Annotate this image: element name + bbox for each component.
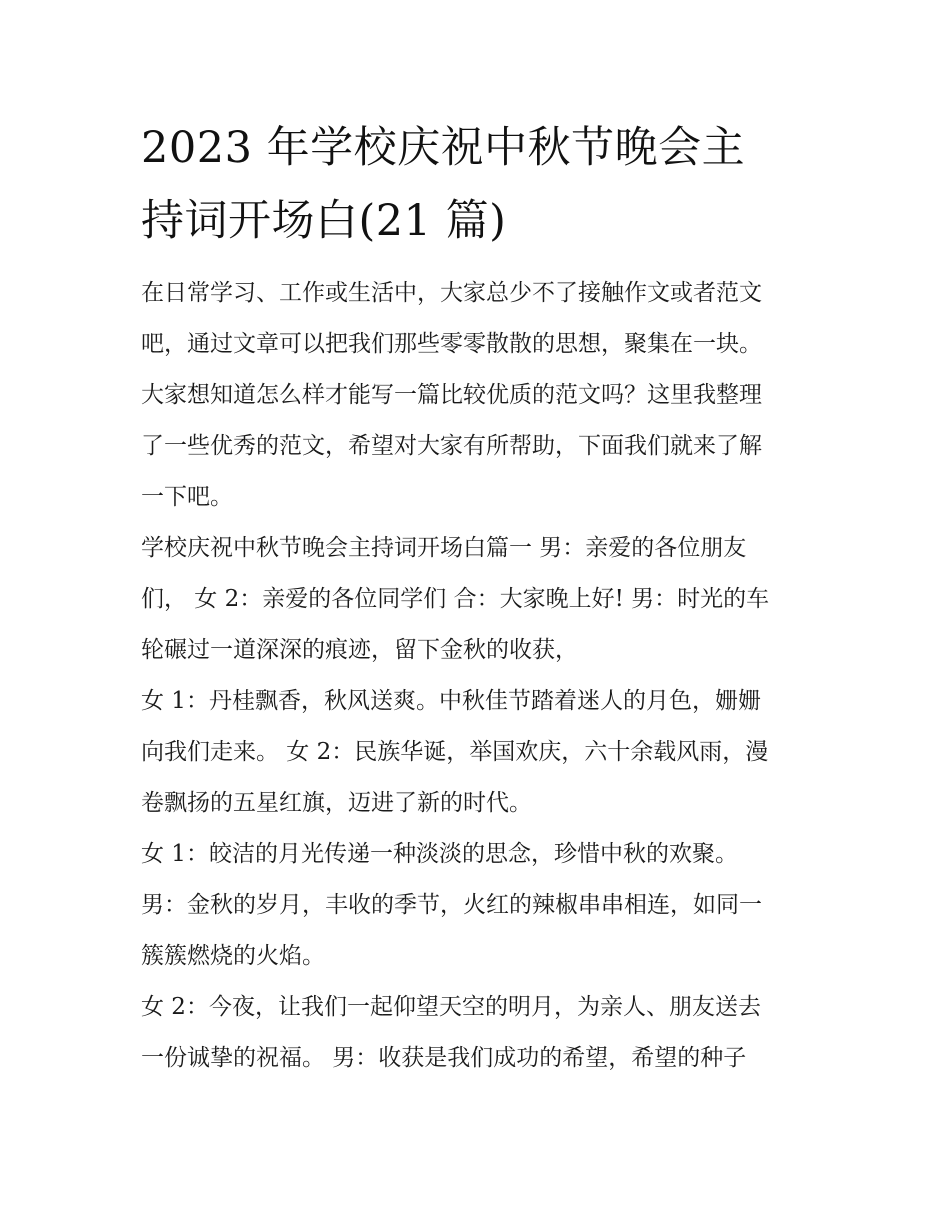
text-line: 在日常学习、工作或生活中，大家总少不了接触作文或者范文 (141, 280, 762, 306)
text-line: 簇簇燃烧的火焰。 (141, 943, 325, 969)
text-line: 大家想知道怎么样才能写一篇比较优质的范文吗？这里我整理 (141, 382, 762, 408)
text-line: 女 1：丹桂飘香，秋风送爽。中秋佳节踏着迷人的月色，姗姗 (141, 688, 761, 714)
document-body (141, 268, 821, 1084)
text-line: 吧，通过文章可以把我们那些零零散散的思想，聚集在一块。 (141, 331, 762, 357)
paragraph-opening (141, 523, 821, 676)
title-line: 2023 年学校庆祝中秋节晚会主 (141, 123, 746, 173)
title-line: 持词开场白(21 篇) (141, 196, 507, 246)
paragraph-female-2-tonight (141, 982, 821, 1084)
document-title (141, 112, 821, 258)
text-line: 学校庆祝中秋节晚会主持词开场白篇一 男：亲爱的各位朋友 (141, 535, 747, 561)
text-line: 卷飘扬的五星红旗，迈进了新的时代。 (141, 790, 532, 816)
paragraph-intro (141, 268, 821, 523)
text-line: 了一些优秀的范文，希望对大家有所帮助，下面我们就来了解 (141, 433, 762, 459)
paragraph-male-autumn (141, 880, 821, 982)
paragraph-female-1-moonlight (141, 829, 821, 880)
text-line: 一份诚挚的祝福。 男：收获是我们成功的希望，希望的种子 (141, 1045, 747, 1071)
document-content (141, 112, 821, 1084)
text-line: 女 2：今夜，让我们一起仰望天空的明月，为亲人、朋友送去 (141, 994, 761, 1020)
text-line: 轮碾过一道深深的痕迹，留下金秋的收获， (141, 637, 578, 663)
text-line: 们， 女 2：亲爱的各位同学们 合：大家晚上好! 男：时光的车 (141, 586, 770, 612)
paragraph-female-1 (141, 676, 821, 829)
text-line: 一下吧。 (141, 484, 233, 510)
text-line: 女 1：皎洁的月光传递一种淡淡的思念，珍惜中秋的欢聚。 (141, 841, 738, 867)
text-line: 男：金秋的岁月，丰收的季节，火红的辣椒串串相连，如同一 (141, 892, 762, 918)
text-line: 向我们走来。 女 2：民族华诞，举国欢庆，六十余载风雨，漫 (141, 739, 769, 765)
